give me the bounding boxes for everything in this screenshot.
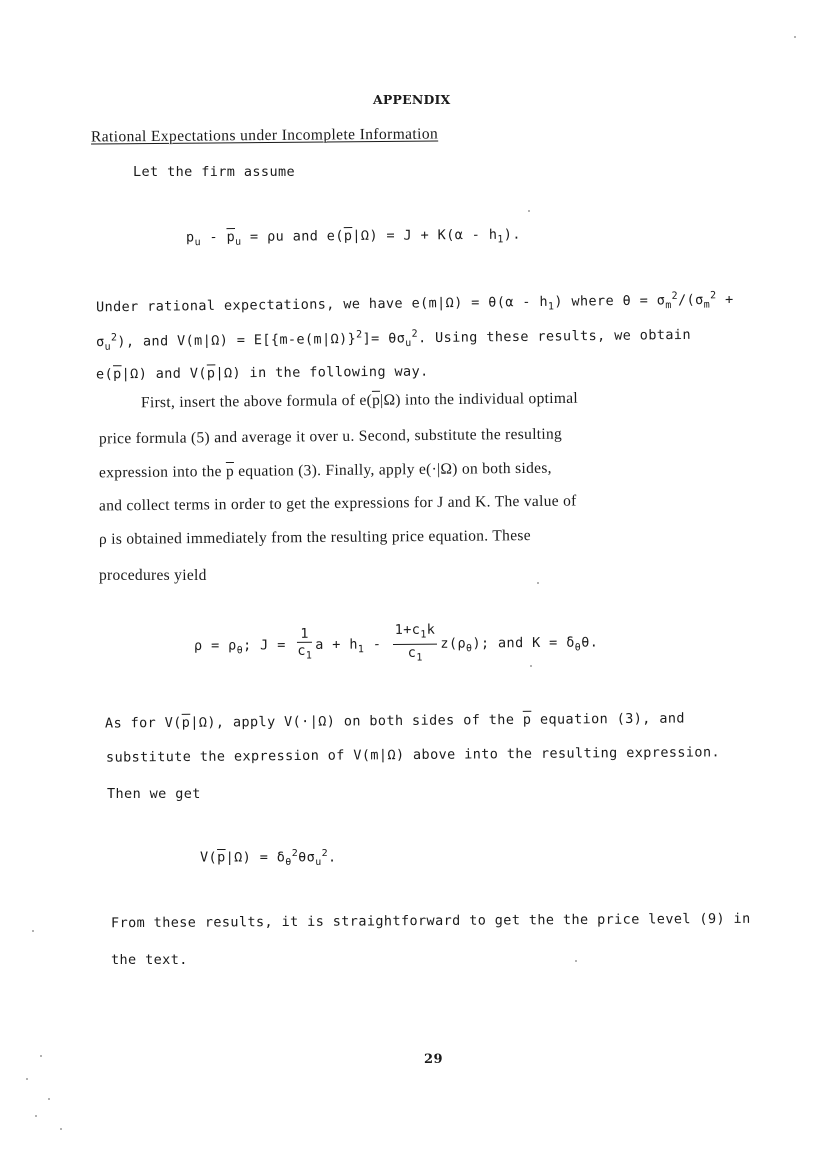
para4-line2: the text. — [111, 952, 188, 968]
scan-speck — [528, 210, 530, 212]
para2-line1: First, insert the above formula of $e(\overline{p}|\Omega)$ into the individual optimal — [140, 389, 579, 412]
scan-speck — [60, 1128, 62, 1130]
scan-speck — [26, 1078, 28, 1080]
equation-3: $V(\overline{p}|\Omega) = \delta_\theta^2\theta\sigma_u^2$. — [200, 848, 337, 869]
scan-speck — [530, 665, 532, 667]
para1-line2: $\sigma_u^2$), and $V(m|\Omega) = E[\{m-e(m|\Omega)\}^2]= \theta\sigma_u^2$. Using these results, we obtain — [95, 326, 692, 353]
fraction-1-plus-c1k-over-c1: $\frac{1+c_1k}{c_1}$ — [393, 622, 438, 667]
para2-line6: procedures yield — [99, 567, 207, 584]
scan-speck — [575, 960, 577, 962]
para2-line5: ρ is obtained immediately from the resulting price equation. These — [98, 527, 531, 548]
section-subtitle: Rational Expectations under Incomplete Information — [90, 125, 439, 146]
scan-speck — [40, 1055, 42, 1057]
intro-line: Let the firm assume — [133, 164, 296, 180]
scan-speck — [794, 36, 796, 38]
scan-speck — [48, 1098, 50, 1100]
para2-line4: and collect terms in order to get the expressions for J and K. The value of — [98, 492, 577, 515]
para2-line3: expression into the $\overline{p}$ equation (3). Finally, apply e(·|Ω) on both sides, — [98, 459, 552, 482]
appendix-heading: APPENDIX — [373, 92, 451, 107]
scan-speck — [537, 582, 539, 584]
equation-1: $p_u - \overline{p}_u = \rho u$ and $e(\overline{p}|\Omega) = J + K(\alpha - h_1)$. — [185, 226, 521, 249]
para3-line2: substitute the expression of V(m|Ω) above into the resulting expression. — [105, 744, 721, 766]
para4-line1: From these results, it is straightforward to get the the price level (9) in — [110, 910, 751, 932]
para1-line1: Under rational expectations, we have $e(m|\Omega) = \theta(\alpha - h_1)$ where $\theta = \sigma_m^2/(\sigma_m^2$ + — [95, 290, 734, 316]
scan-speck — [32, 930, 34, 932]
fraction-1-over-c1: $\frac{1}{c_1}$ — [297, 625, 313, 662]
page-number: 29 — [424, 1052, 443, 1067]
para2-line2: price formula (5) and average it over u. Second, substitute the resulting — [98, 425, 563, 448]
equation-2: $\rho = \rho_\theta$; J = $\frac{1}{c_1}$ $a + h_1$ - $\frac{1+c_1k}{c_1}$ $z(\rho_\theta)$; and $K = \delta_\theta\theta$. — [194, 620, 599, 668]
para3-line3: Then we get — [107, 786, 201, 802]
para3-line1: As for $V(\overline{p}|\Omega)$, apply V(·|Ω) on both sides of the $\overline{p}$ equation (3), and — [104, 710, 685, 732]
para1-line3: $e(\overline{p}|\Omega)$ and $V(\overline{p}|\Omega)$ in the following way. — [95, 363, 429, 383]
scan-speck — [35, 1115, 37, 1117]
